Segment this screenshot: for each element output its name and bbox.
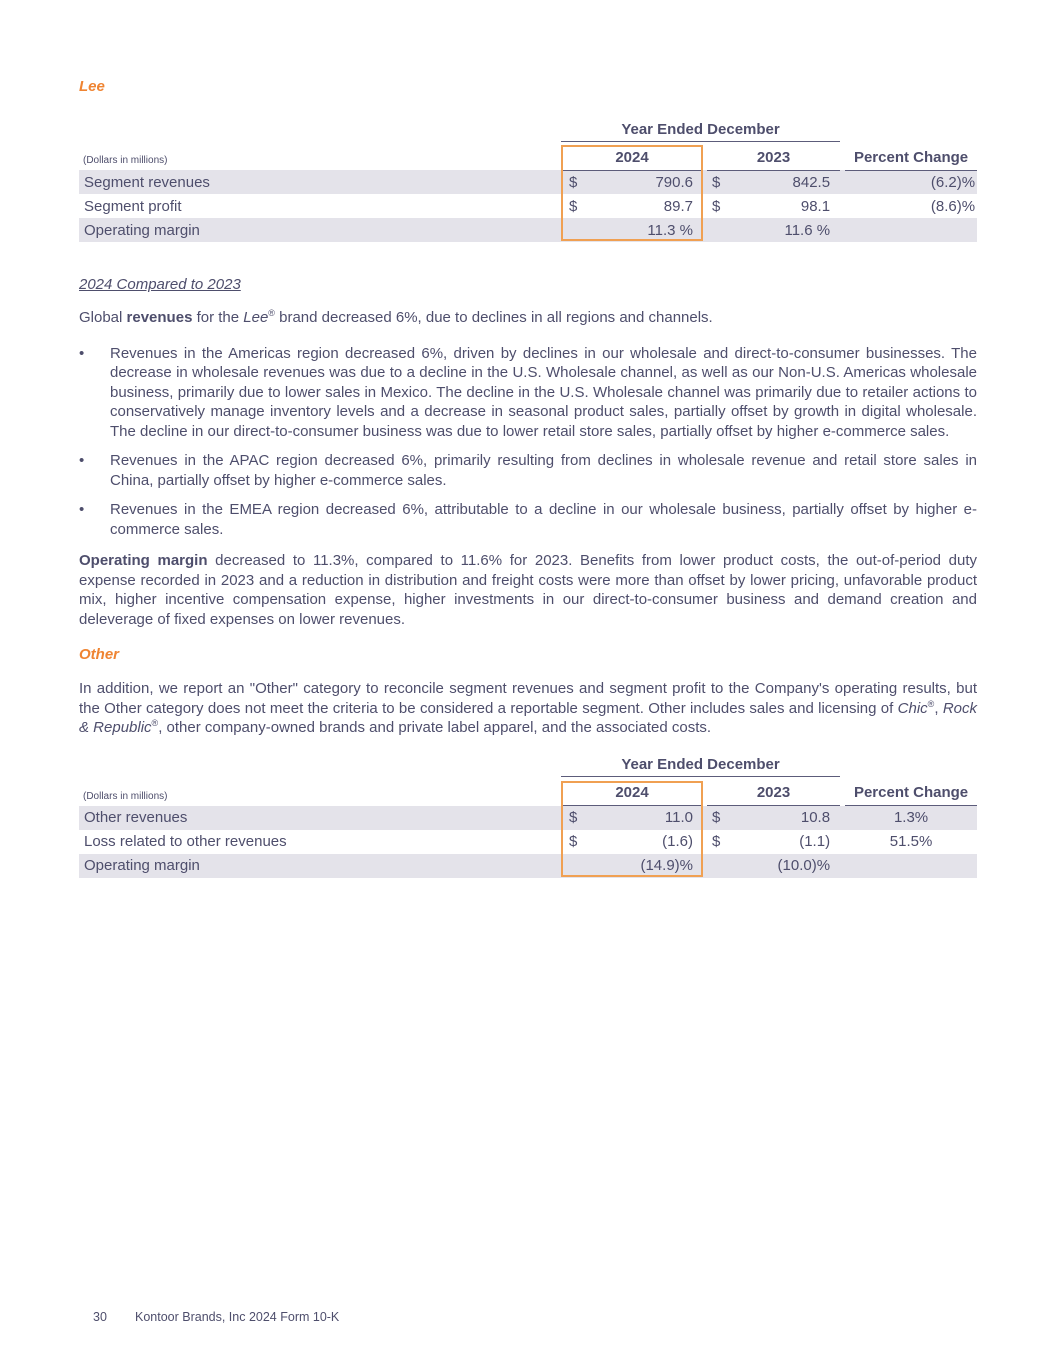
cell-value-2024: (1.6) xyxy=(662,833,693,850)
bullet-text: Revenues in the APAC region decreased 6%, primarily resulting from declines in wholesale revenue and retail store sales in China, partially offset by higher e-commerce sales. xyxy=(110,452,977,489)
text-segment: , xyxy=(934,699,943,717)
table-group-header-row xyxy=(79,120,977,141)
brand-name-rock-republic: Rock & Republic xyxy=(79,699,977,736)
table-group-header-row xyxy=(79,756,977,777)
cell-value-2024: 11.0 xyxy=(664,809,693,827)
column-header-2023: 2023 xyxy=(707,777,840,806)
dollars-in-millions-note: (Dollars in millions) xyxy=(83,155,168,166)
cell-label: Other revenues xyxy=(84,809,188,826)
table-row-segment-revenues xyxy=(79,170,977,194)
bullet-icon: • xyxy=(79,501,85,518)
cell-percent-change: (6.2)% xyxy=(930,173,976,191)
other-section-heading: Other xyxy=(79,646,120,663)
cell-percent-change: 51.5% xyxy=(889,833,933,850)
cell-currency: $ xyxy=(712,197,721,215)
bullet-text: Revenues in the Americas region decreased 6%, driven by declines in our wholesale and direct-to-consumer businesses. The decrease in wholesale revenues was due to a decline in the U.S. Wholesale channel, as well as our Non-U.S. Americas wholesale business, primarily due to lower sales in Mexico. The decline in the U.S. Wholesale channel was primarily due to retailer actions to conservatively manage inventory levels and a decrease in seasonal product sales, partially offset by growth in digital wholesale. The decline in our direct-to-consumer business was due to lower retail store sales, partially offset by higher e-commerce sales. xyxy=(110,344,977,440)
other-category-paragraph xyxy=(79,679,977,738)
global-revenues-paragraph xyxy=(79,308,977,328)
brand-name-lee: Lee xyxy=(243,309,269,326)
spacer-cell xyxy=(79,756,561,777)
other-table xyxy=(79,756,977,878)
table-column-header-row xyxy=(79,141,977,170)
column-header-2024: 2024 xyxy=(561,777,703,806)
spacer-cell xyxy=(845,756,977,777)
bullet-text: Revenues in the EMEA region decreased 6%, attributable to a decline in our wholesale business, partially offset by higher e-commerce sales. xyxy=(110,501,977,538)
table-row-segment-profit xyxy=(79,194,977,218)
cell-currency: $ xyxy=(712,173,721,191)
lee-section-heading: Lee xyxy=(79,78,105,95)
table-row-loss-other-revenues xyxy=(79,830,977,854)
cell-currency: $ xyxy=(712,809,721,827)
cell-currency xyxy=(707,854,737,878)
cell-percent-change: (8.6)% xyxy=(930,197,976,215)
table-row-other-revenues xyxy=(79,806,977,830)
column-header-2024: 2024 xyxy=(561,141,703,170)
lee-table xyxy=(79,120,977,242)
cell-currency: $ xyxy=(712,833,721,850)
cell-label: Loss related to other revenues xyxy=(84,833,287,850)
cell-label: Segment revenues xyxy=(84,173,210,191)
cell-currency: $ xyxy=(569,809,578,827)
registered-trademark-symbol: ® xyxy=(927,698,935,709)
cell-currency xyxy=(561,218,591,242)
cell-percent-change xyxy=(845,854,977,878)
text-segment: for the xyxy=(192,309,244,326)
cell-label: Operating margin xyxy=(84,857,200,874)
text-segment: brand decreased 6%, due to declines in all regions and channels. xyxy=(274,309,713,326)
cell-percent-change xyxy=(845,218,977,242)
cell-currency: $ xyxy=(569,197,578,215)
text-segment-bold: revenues xyxy=(126,309,193,326)
cell-currency: $ xyxy=(569,833,578,850)
cell-value-2024: 89.7 xyxy=(663,197,693,215)
cell-value-2024: 11.3 % xyxy=(647,221,693,239)
cell-value-2024: 790.6 xyxy=(655,173,693,191)
column-header-percent-change: Percent Change xyxy=(845,777,977,806)
text-segment: Global xyxy=(79,309,127,326)
bullet-icon: • xyxy=(79,452,85,469)
brand-name-chic: Chic xyxy=(897,699,928,717)
dollars-in-millions-note: (Dollars in millions) xyxy=(83,790,168,802)
cell-currency: $ xyxy=(569,173,578,191)
table-row-operating-margin xyxy=(79,854,977,878)
revenue-bullet-list xyxy=(79,344,977,540)
spacer-cell xyxy=(845,120,977,141)
footer-document-title: Kontoor Brands, Inc 2024 Form 10-K xyxy=(135,1310,340,1324)
cell-currency xyxy=(561,854,591,878)
list-item-americas xyxy=(79,344,977,442)
text-segment: decreased to 11.3%, compared to 11.6% for 2023. Benefits from lower product costs, the out-of-period duty expense recorded in 2023 and a reduction in distribution and freight costs were more than offset by lower pricing, unfavorable product mix, higher incentive compensation expense, higher investments in our direct-to-consumer business and demand creation and deleverage of fixed expenses on lower revenues. xyxy=(79,552,977,628)
list-item-emea xyxy=(79,500,977,539)
table-row-operating-margin xyxy=(79,218,977,242)
lee-financial-table xyxy=(79,120,977,242)
cell-value-2024: (14.9)% xyxy=(640,857,693,874)
text-segment: , other company-owned brands and private label apparel, and the associated costs. xyxy=(158,719,712,736)
other-financial-table xyxy=(79,756,977,878)
year-ended-december-header: Year Ended December xyxy=(561,120,840,141)
operating-margin-paragraph xyxy=(79,551,977,629)
year-ended-december-header: Year Ended December xyxy=(561,756,840,777)
text-segment-bold: Operating margin xyxy=(79,552,208,569)
cell-value-2023: 98.1 xyxy=(800,197,831,215)
cell-value-2023: 11.6 % xyxy=(784,221,831,239)
spacer-cell xyxy=(79,120,561,141)
table-column-header-row xyxy=(79,777,977,806)
page-number: 30 xyxy=(93,1310,107,1324)
text-segment: In addition, we report an "Other" category to reconcile segment revenues and segment profit to the Company's operating results, but the Other category does not meet the criteria to be considered a reportable segment. Other includes sales and licensing of xyxy=(79,680,977,717)
cell-value-2023: 10.8 xyxy=(800,809,831,827)
cell-label: Segment profit xyxy=(84,197,182,215)
cell-label: Operating margin xyxy=(84,221,200,239)
column-header-percent-change: Percent Change xyxy=(845,141,977,170)
cell-value-2023: (1.1) xyxy=(799,833,831,850)
compared-heading: 2024 Compared to 2023 xyxy=(79,276,241,293)
page-footer xyxy=(93,1310,339,1324)
registered-trademark-symbol: ® xyxy=(268,308,275,318)
registered-trademark-symbol: ® xyxy=(151,718,159,728)
list-item-apac xyxy=(79,451,977,490)
bullet-icon: • xyxy=(79,344,85,362)
column-header-2023: 2023 xyxy=(707,141,840,170)
cell-value-2023: (10.0)% xyxy=(777,857,831,874)
cell-currency xyxy=(707,218,737,242)
cell-value-2023: 842.5 xyxy=(792,173,831,191)
cell-percent-change: 1.3% xyxy=(893,809,929,827)
